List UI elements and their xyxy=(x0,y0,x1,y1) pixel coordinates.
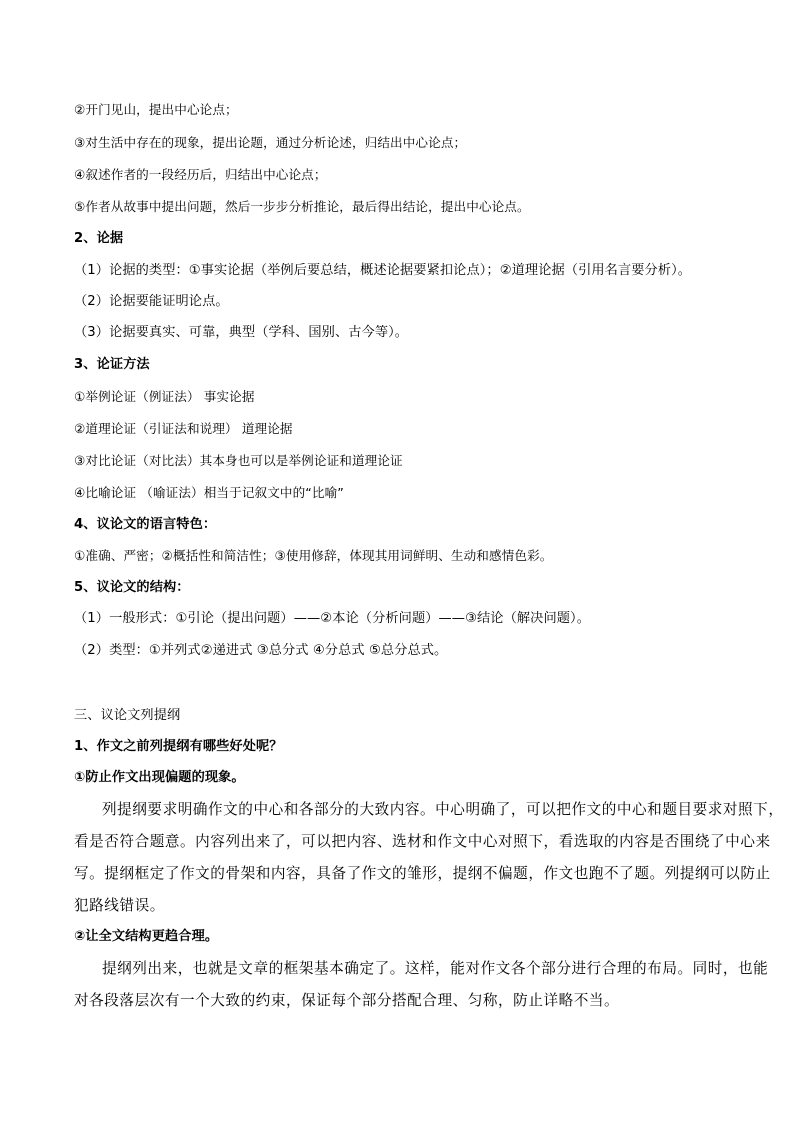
heading-language: 4、议论文的语言特色： xyxy=(74,517,217,532)
heading-structure: 5、议论文的结构： xyxy=(74,580,190,595)
heading-argument-methods: 3、论证方法 xyxy=(74,357,150,372)
heading-outline-benefits: 1、作文之前列提纲有哪些好处呢？ xyxy=(74,739,283,754)
benefit-2-para-line-1: 提纲列出来，也就是文章的框架基本确定了。这样，能对作文各个部分进行合理的布局。同时，也能 xyxy=(102,960,769,977)
point-method-2: ②开门见山，提出中心论点； xyxy=(74,102,238,117)
structure-general: （1）一般形式：①引论（提出问题）——②本论（分析问题）——③结论（解决问题）。 xyxy=(74,611,591,626)
heading-evidence: 2、论据 xyxy=(74,231,124,246)
benefit-1-para-line-2: 看是否符合题意。内容列出来了，可以把内容、选材和作文中心对照下，看选取的内容是否围绕了中心来 xyxy=(74,833,771,850)
benefit-1-title: ①防止作文出现偏题的现象。 xyxy=(74,770,245,785)
point-method-4: ④叙述作者的一段经历后，归结出中心论点； xyxy=(74,167,327,182)
evidence-true: （3）论据要真实、可靠，典型（学科、国别、古今等）。 xyxy=(74,325,409,340)
evidence-prove: （2）论据要能证明论点。 xyxy=(74,294,229,309)
method-reasoning: ②道理论证（引证法和说理） 道理论据 xyxy=(74,421,293,436)
language-features: ①准确、严密；②概括性和简洁性；③使用修辞，体现其用词鲜明、生动和感情色彩。 xyxy=(74,548,553,563)
benefit-1-para-line-3: 写。提纲框定了作文的骨架和内容，具备了作文的雏形，提纲不偏题，作文也跑不了题。列提纲可以防止 xyxy=(74,865,771,882)
benefit-2-para-line-2: 对各段落层次有一个大致的约束，保证每个部分搭配合理、匀称，防止详略不当。 xyxy=(74,992,620,1009)
point-method-3: ③对生活中存在的现象，提出论题，通过分析论述，归结出中心论点； xyxy=(74,135,467,150)
evidence-types: （1）论据的类型：①事实论据（举例后要总结，概述论据要紧扣论点）；②道理论据（引用名言要分析）。 xyxy=(74,263,692,278)
point-method-5: ⑤作者从故事中提出问题，然后一步步分析推论，最后得出结论，提出中心论点。 xyxy=(74,199,530,214)
method-metaphor: ④比喻论证 （喻证法）相当于记叙文中的“比喻” xyxy=(74,485,344,500)
benefit-1-para-line-4: 犯路线错误。 xyxy=(74,897,165,914)
benefit-1-para-line-1: 列提纲要求明确作文的中心和各部分的大致内容。中心明确了，可以把作文的中心和题目要求对照下， xyxy=(102,801,784,818)
method-contrast: ③对比论证（对比法）其本身也可以是举例论证和道理论证 xyxy=(74,453,403,468)
section-title-outline: 三、议论文列提纲 xyxy=(74,708,181,723)
method-example: ①举例论证（例证法） 事实论据 xyxy=(74,389,255,404)
benefit-2-title: ②让全文结构更趋合理。 xyxy=(74,929,219,944)
structure-types: （2）类型：①并列式②递进式 ③总分式 ④分总式 ⑤总分总式。 xyxy=(74,643,448,658)
